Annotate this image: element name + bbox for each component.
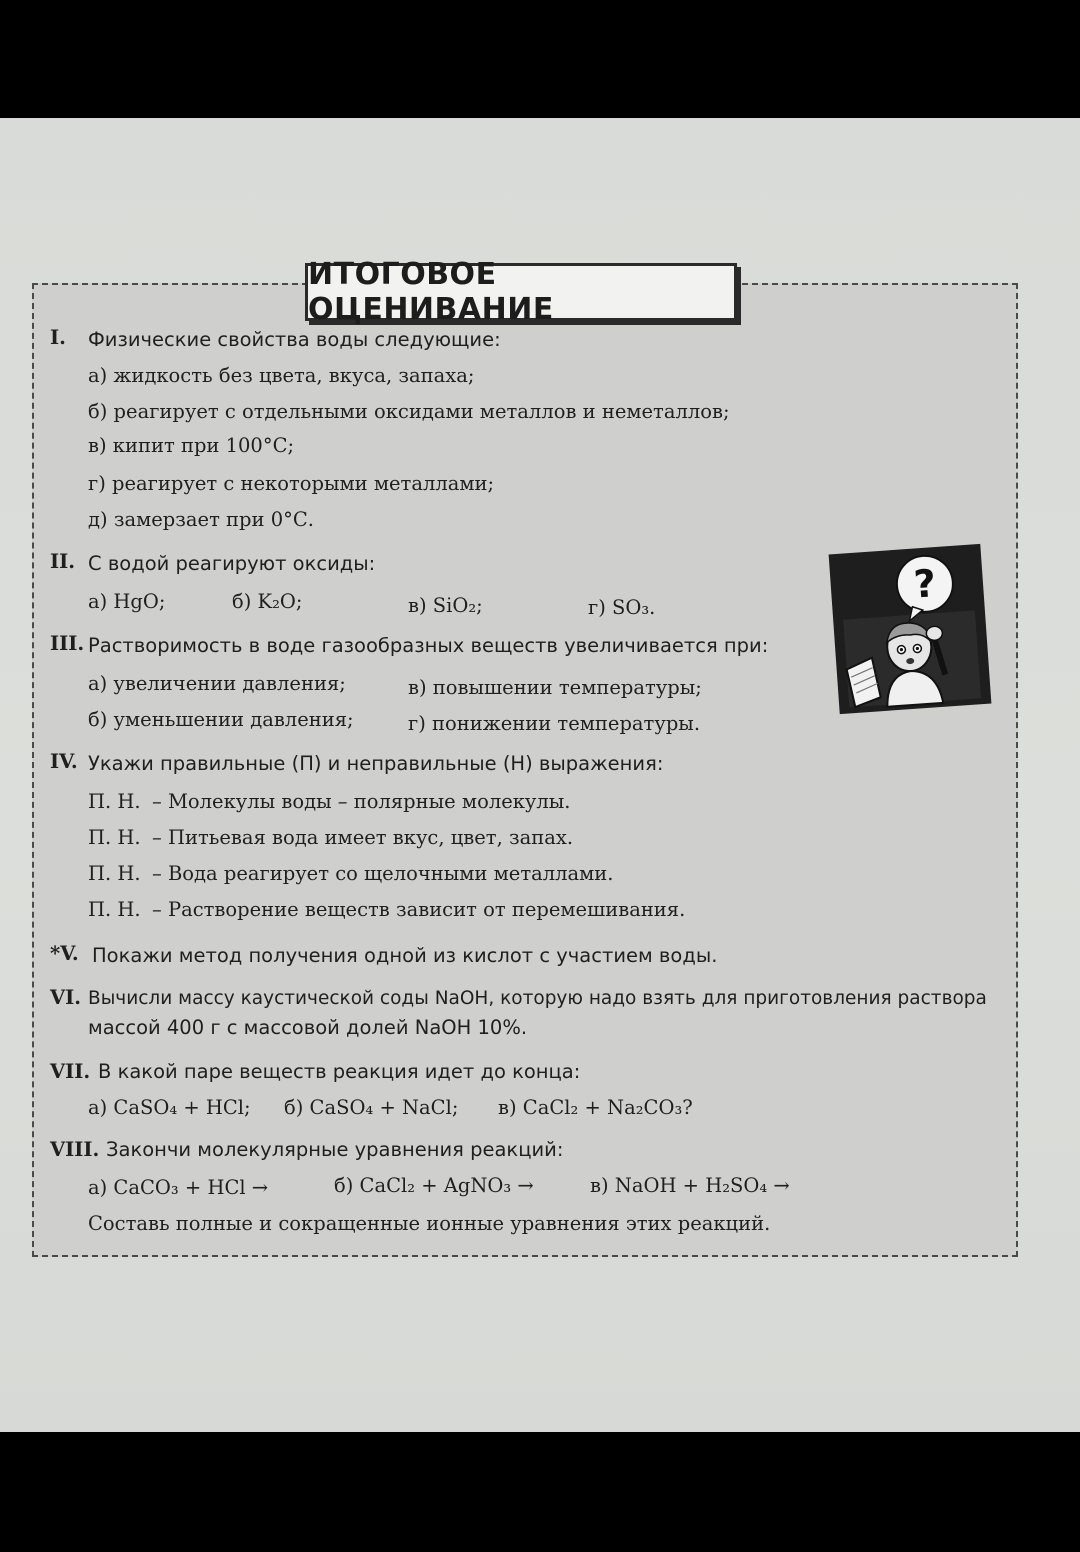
question-3-option-a: а) увеличении давления;	[88, 672, 346, 695]
question-4-marks-3: П. Н.	[88, 862, 141, 885]
question-7-option-c: в) CaCl₂ + Na₂CO₃?	[498, 1096, 693, 1119]
question-1-option-a: а) жидкость без цвета, вкуса, запаха;	[88, 364, 475, 387]
question-7-text: В какой паре веществ реакция идет до конца:	[98, 1060, 581, 1083]
question-4-statement-1: – Молекулы воды – полярные молекулы.	[152, 790, 571, 813]
question-1-option-b: б) реагирует с отдельными оксидами металлов и неметаллов;	[88, 400, 730, 423]
question-8-option-c: в) NaOH + H₂SO₄ →	[590, 1174, 790, 1197]
page-title: ИТОГОВОЕ ОЦЕНИВАНИЕ	[305, 263, 737, 321]
question-8-footer: Составь полные и сокращенные ионные уравнения этих реакций.	[88, 1212, 771, 1235]
question-3-text: Растворимость в воде газообразных веществ увеличивается при:	[88, 634, 769, 657]
question-6-text-line-1: Вычисли массу каустической соды NaOH, которую надо взять для приготовления раствора	[88, 988, 987, 1009]
question-4-statement-2: – Питьевая вода имеет вкус, цвет, запах.	[152, 826, 574, 849]
question-8-option-b: б) CaCl₂ + AgNO₃ →	[334, 1174, 534, 1197]
question-7-option-a: а) CaSO₄ + HCl;	[88, 1096, 251, 1119]
question-2-option-d: г) SO₃.	[588, 596, 656, 619]
question-3-option-d: г) понижении температуры.	[408, 712, 701, 735]
question-2-text: С водой реагируют оксиды:	[88, 552, 376, 575]
question-mark-student-icon	[824, 540, 995, 719]
question-1-option-c: в) кипит при 100°С;	[88, 434, 295, 457]
question-4-number: IV.	[50, 750, 78, 773]
question-8-option-a: а) CaCO₃ + HCl →	[88, 1176, 269, 1199]
question-5-number: *V.	[50, 942, 79, 965]
question-2-option-c: в) SiO₂;	[408, 594, 483, 617]
question-7-number: VII.	[50, 1060, 91, 1083]
question-3-option-b: б) уменьшении давления;	[88, 708, 354, 731]
question-4-marks-4: П. Н.	[88, 898, 141, 921]
question-mark-glyph: ?	[912, 561, 938, 607]
question-4-statement-3: – Вода реагирует со щелочными металлами.	[152, 862, 614, 885]
question-1-option-e: д) замерзает при 0°С.	[88, 508, 315, 531]
question-3-number: III.	[50, 632, 85, 655]
question-7-option-b: б) CaSO₄ + NaCl;	[284, 1096, 459, 1119]
question-4-text: Укажи правильные (П) и неправильные (Н) выражения:	[88, 752, 664, 775]
question-2-number: II.	[50, 550, 76, 573]
question-6-text-line-2: массой 400 г с массовой долей NaOH 10%.	[88, 1016, 528, 1039]
question-1-text: Физические свойства воды следующие:	[88, 328, 501, 351]
question-4-marks-2: П. Н.	[88, 826, 141, 849]
question-8-number: VIII.	[50, 1138, 100, 1161]
question-4-statement-4: – Растворение веществ зависит от перемешивания.	[152, 898, 686, 921]
question-2-option-a: а) HgO;	[88, 590, 166, 613]
question-1-option-d: г) реагирует с некоторыми металлами;	[88, 472, 495, 495]
question-4-marks-1: П. Н.	[88, 790, 141, 813]
question-6-number: VI.	[50, 986, 82, 1009]
question-8-text: Закончи молекулярные уравнения реакций:	[106, 1138, 564, 1161]
question-2-option-b: б) K₂O;	[232, 590, 303, 613]
question-3-option-c: в) повышении температуры;	[408, 676, 702, 699]
question-5-text: Покажи метод получения одной из кислот с участием воды.	[92, 944, 718, 967]
question-1-number: I.	[50, 326, 66, 349]
